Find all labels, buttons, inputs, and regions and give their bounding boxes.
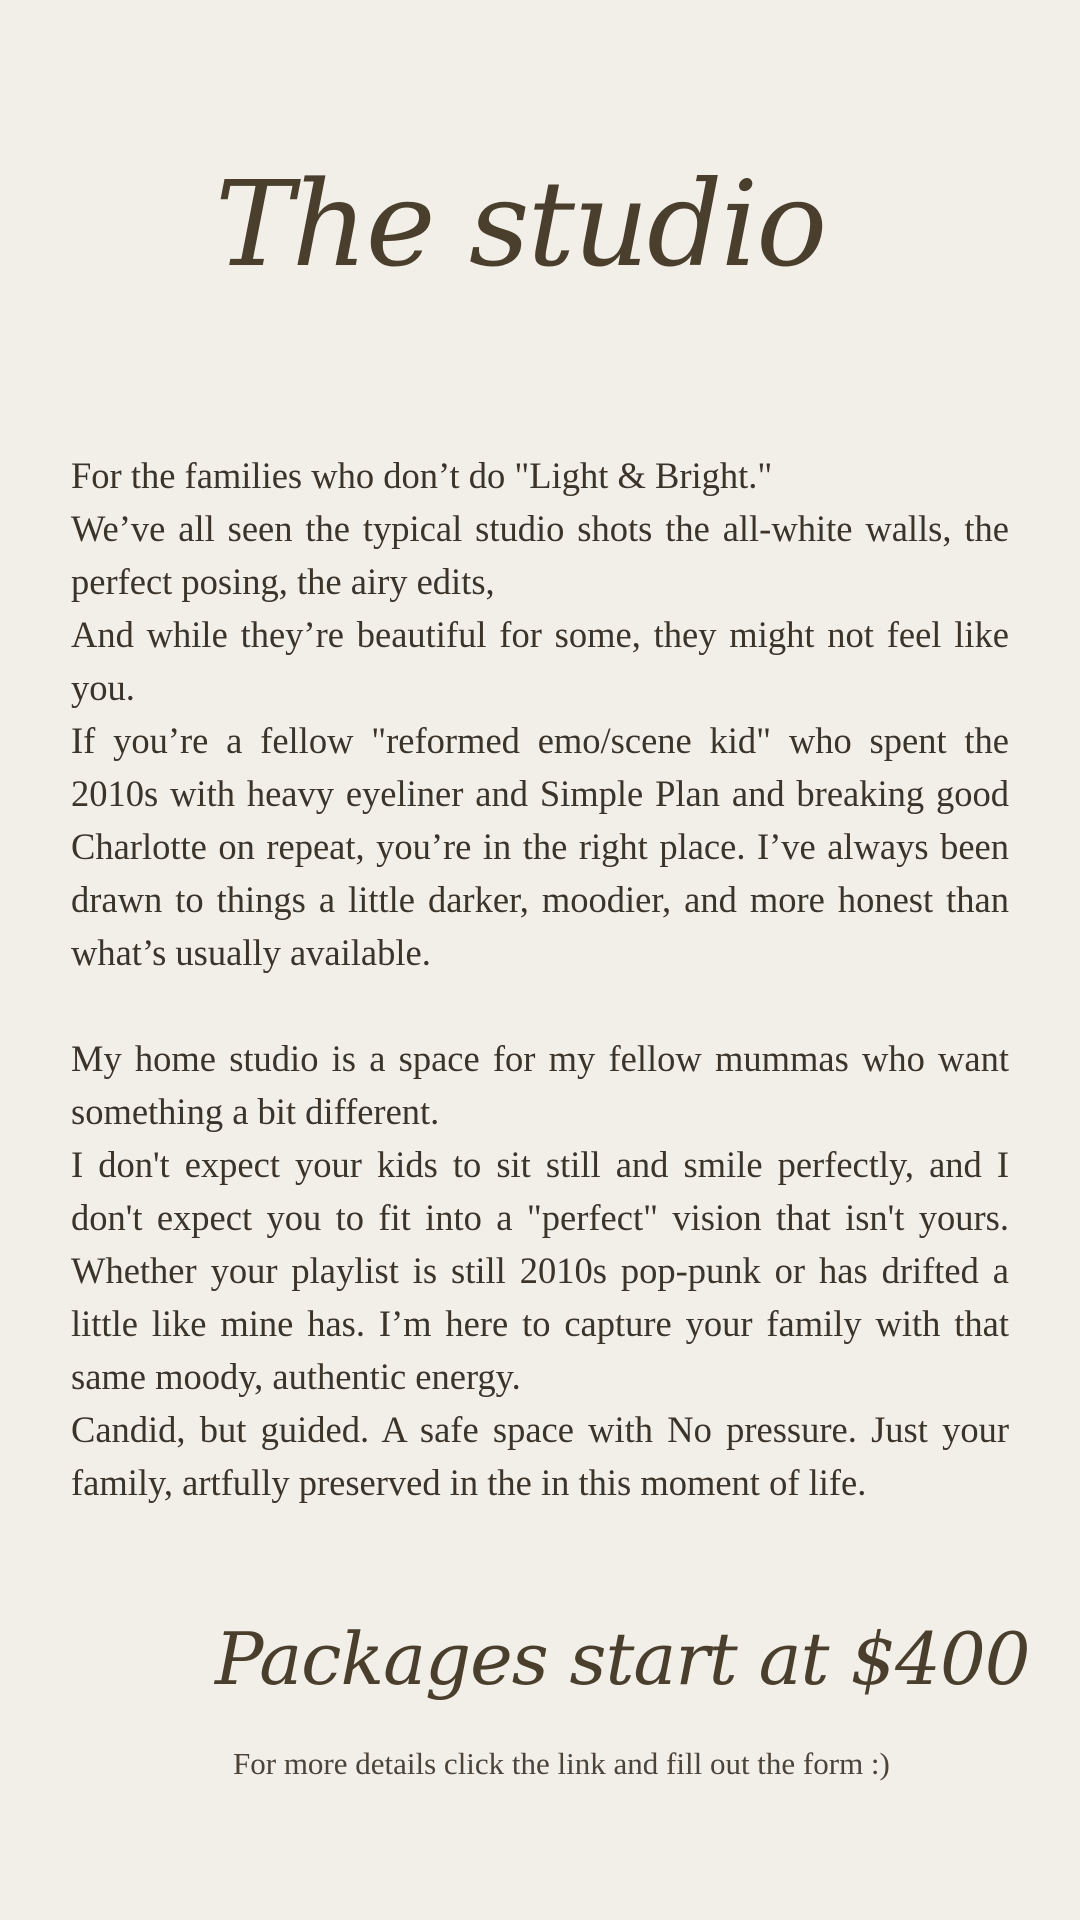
- page-title: The studio: [215, 155, 826, 293]
- paragraph-emo-scene-kid: If you’re a fellow "reformed emo/scene kid" who spent the 2010s with heavy eyeliner and Simple Plan and breaking good Charlotte on repeat, you’re in the right place. I’ve always been drawn to things a little darker, moodier, and more honest than what’s usually available.: [71, 720, 1009, 973]
- paragraph-not-feel-like-you: And while they’re beautiful for some, they might not feel like you.: [71, 614, 1009, 708]
- studio-description: [71, 449, 1009, 1509]
- paragraph-expectations: I don't expect your kids to sit still and smile perfectly, and I don't expect you to fit into a "perfect" vision that isn't yours. Whether your playlist is still 2010s pop-punk or has drifted a little like mine has. I’m here to capture your family with that same moody, authentic energy.: [71, 1144, 1009, 1397]
- paragraph-candid-guided: Candid, but guided. A safe space with No pressure. Just your family, artfully preserved in the in this moment of life.: [71, 1409, 1009, 1503]
- details-text: For more details click the link and fill out the form :): [233, 1746, 890, 1781]
- paragraph-home-studio: My home studio is a space for my fellow mummas who want something a bit different.: [71, 1038, 1009, 1132]
- paragraph-spacer: [71, 979, 1009, 1032]
- paragraph-light-bright: For the families who don’t do "Light & Bright.": [71, 455, 773, 496]
- paragraph-typical-shots: We’ve all seen the typical studio shots the all-white walls, the perfect posing, the airy edits,: [71, 508, 1009, 602]
- packages-heading: Packages start at $400: [215, 1617, 1030, 1701]
